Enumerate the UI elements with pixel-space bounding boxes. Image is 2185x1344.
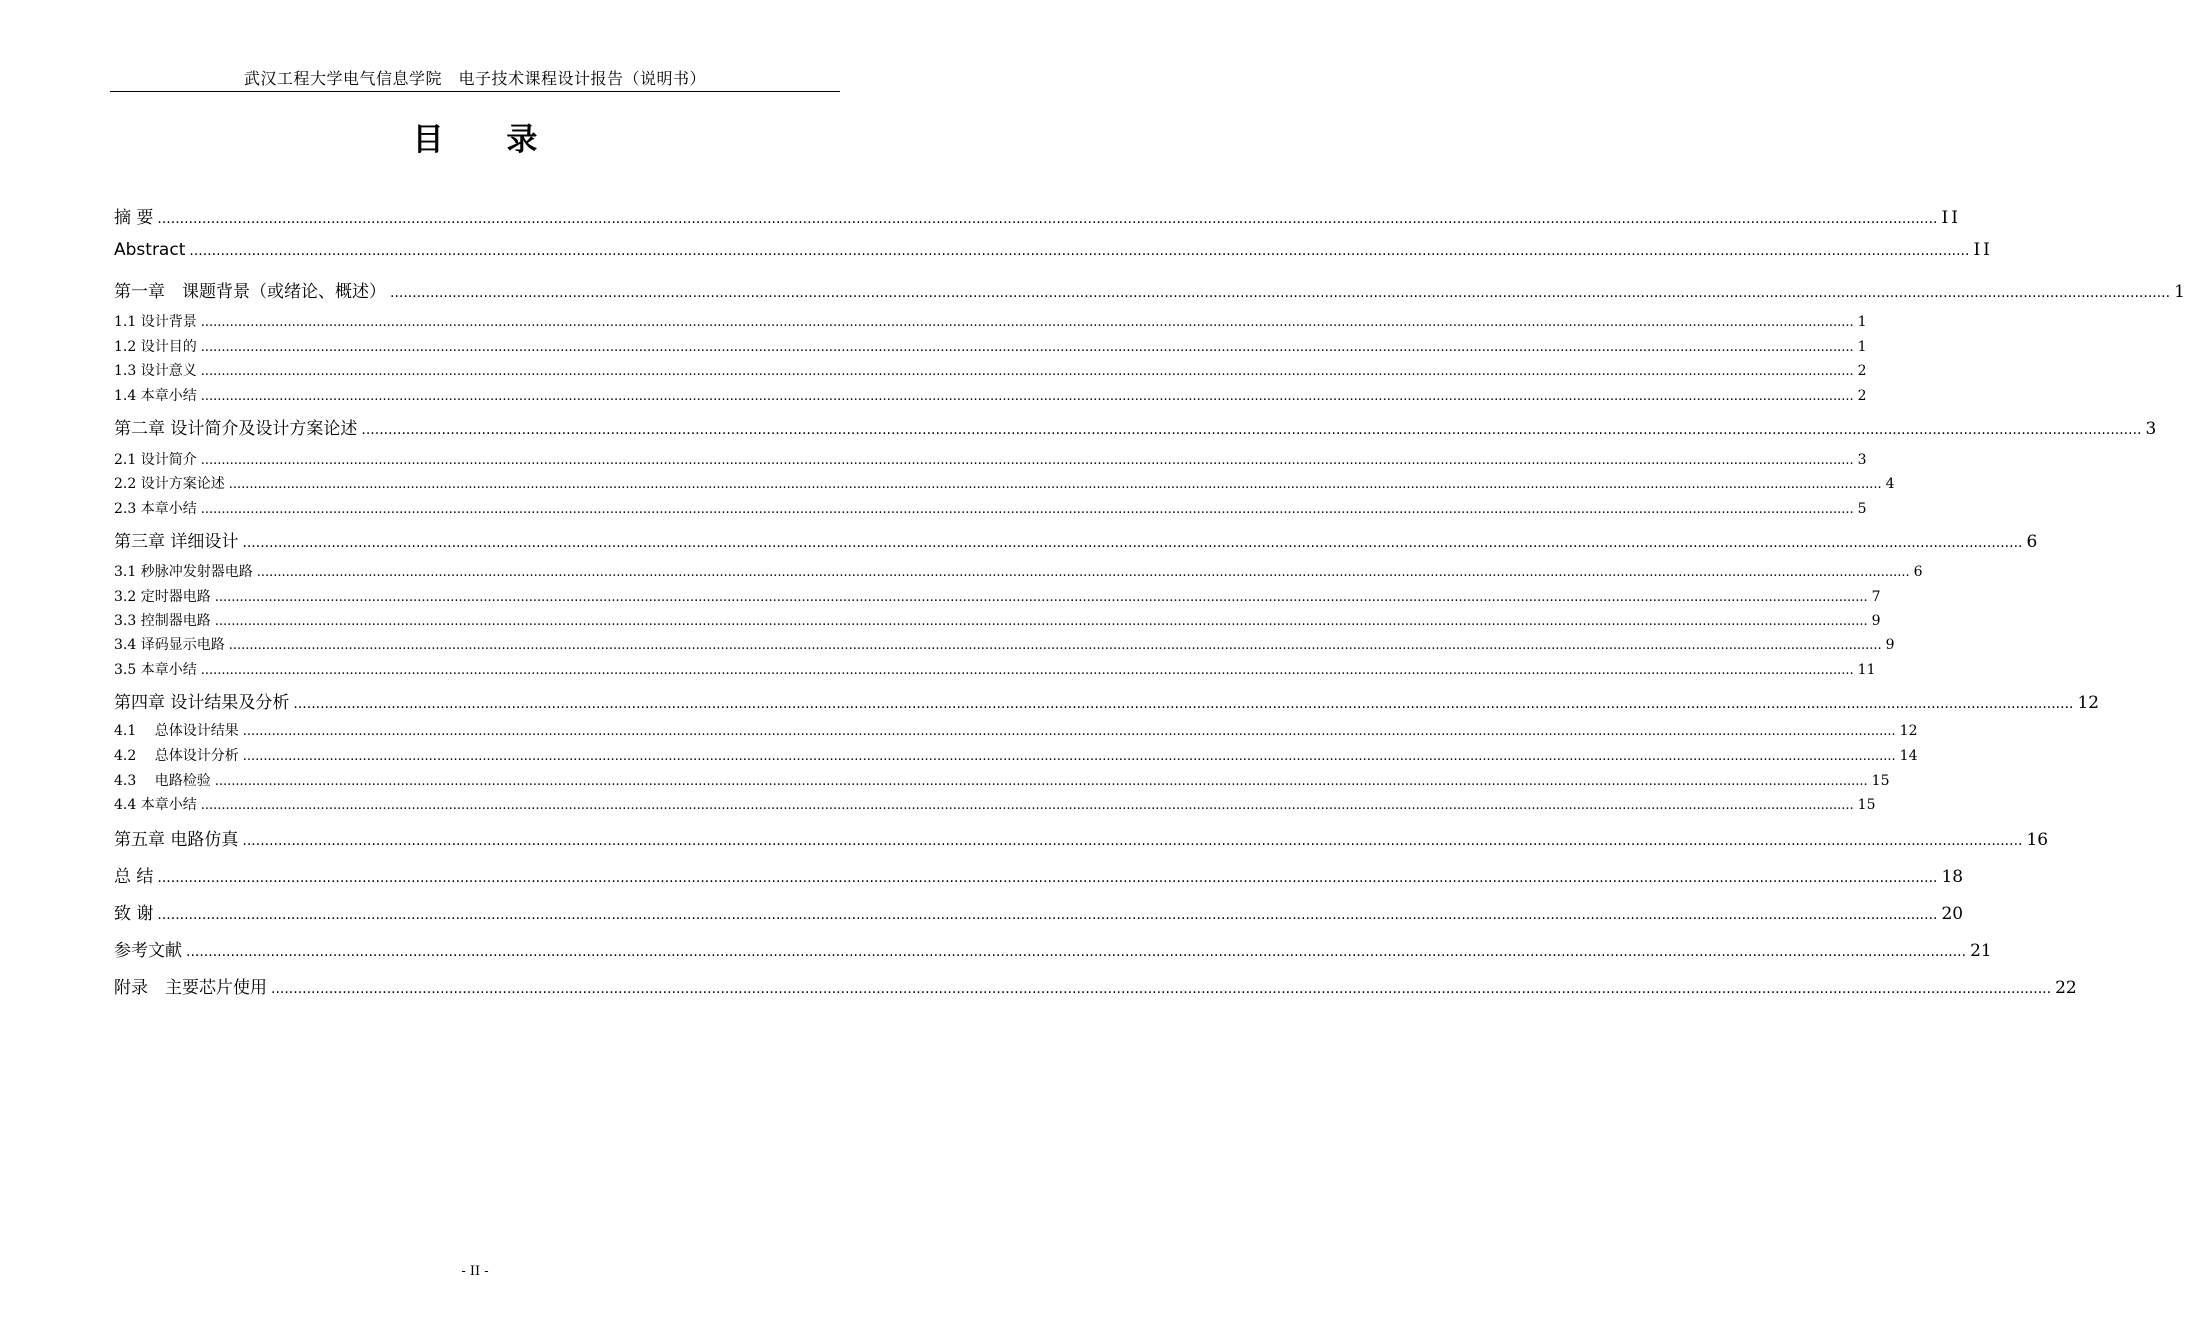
dot-leader: ................................................................................................................................................................................................................................................................................................................................................................................................................ (293, 696, 2074, 712)
dot-leader: ................................................................................................................................................................................................................................................................................................................................................................................................................ (228, 638, 1882, 653)
toc-entry-label: 摘 要 (114, 208, 154, 228)
toc-entry-label: 第一章 课题背景（或绪论、概述） (114, 282, 386, 302)
toc-entry-page-number: 21 (1970, 941, 1992, 961)
toc-entry-label: 3.5 本章小结 (114, 662, 197, 678)
toc-entry-label: 2.3 本章小结 (114, 501, 197, 517)
running-header: 武汉工程大学电气信息学院 电子技术课程设计报告（说明书） (243, 69, 706, 88)
toc-entry-label: 1.2 设计目的 (114, 339, 197, 355)
toc-entry-section[interactable] (114, 770, 1890, 790)
toc-entry-label: 3.2 定时器电路 (114, 589, 211, 605)
toc-entry-label: 1.4 本章小结 (114, 388, 197, 404)
dot-leader: ................................................................................................................................................................................................................................................................................................................................................................................................................ (271, 981, 2052, 997)
dot-leader: ................................................................................................................................................................................................................................................................................................................................................................................................................ (242, 724, 1896, 739)
toc-entry-label: 4.4 本章小结 (114, 797, 197, 813)
dot-leader: ................................................................................................................................................................................................................................................................................................................................................................................................................ (242, 749, 1896, 764)
dot-leader: ................................................................................................................................................................................................................................................................................................................................................................................................................ (157, 211, 1938, 227)
toc-entry-section[interactable] (114, 610, 1881, 630)
toc-entry-page-number: 18 (1941, 867, 1964, 887)
dot-leader: ................................................................................................................................................................................................................................................................................................................................................................................................................ (189, 243, 1970, 259)
toc-entry-page-number: 1 (1857, 314, 1867, 330)
toc-entry-label: 3.4 译码显示电路 (114, 637, 225, 653)
toc-entry-page-number: 4 (1885, 476, 1895, 492)
dot-leader: ................................................................................................................................................................................................................................................................................................................................................................................................................ (200, 389, 1854, 404)
toc-entry-section[interactable] (114, 659, 1876, 679)
toc-entry-label: 1.3 设计意义 (114, 363, 197, 379)
toc-entry-chapter[interactable] (114, 414, 2157, 439)
dot-leader: ................................................................................................................................................................................................................................................................................................................................................................................................................ (256, 565, 1910, 580)
toc-entry-section[interactable] (114, 385, 1867, 405)
toc-entry-section[interactable] (114, 561, 1923, 581)
toc-entry-page-number: 14 (1899, 748, 1918, 764)
toc-entry-label: 总 结 (114, 867, 154, 887)
toc-entry-chapter[interactable] (114, 862, 1964, 887)
toc-entry-page-number: 6 (2026, 532, 2038, 552)
dot-leader: ................................................................................................................................................................................................................................................................................................................................................................................................................ (200, 663, 1854, 678)
toc-entry-label: 致 谢 (114, 904, 154, 924)
toc-entry-chapter[interactable] (114, 936, 1992, 961)
toc-entry-label: 参考文献 (114, 941, 182, 961)
toc-entry-section[interactable] (114, 498, 1867, 518)
toc-entry-section[interactable] (114, 311, 1867, 331)
toc-entry-label: 附录 主要芯片使用 (114, 978, 267, 998)
toc-entry-section[interactable] (114, 360, 1867, 380)
toc-entry-label: 第五章 电路仿真 (114, 830, 239, 850)
dot-leader: ................................................................................................................................................................................................................................................................................................................................................................................................................ (361, 422, 2142, 438)
toc-entry-chapter[interactable] (114, 527, 2038, 552)
toc-entry-page-number: 20 (1941, 904, 1964, 924)
toc-entry-chapter[interactable] (114, 899, 1964, 924)
toc-entry-chapter[interactable] (114, 203, 1961, 228)
dot-leader: ................................................................................................................................................................................................................................................................................................................................................................................................................ (157, 870, 1938, 886)
page-number: - II - (461, 1264, 489, 1279)
toc-entry-label: 2.2 设计方案论述 (114, 476, 225, 492)
dot-leader: ................................................................................................................................................................................................................................................................................................................................................................................................................ (228, 477, 1882, 492)
dot-leader: ................................................................................................................................................................................................................................................................................................................................................................................................................ (214, 774, 1868, 789)
toc-entry-section[interactable] (114, 449, 1867, 469)
header-rule (110, 91, 840, 92)
toc-entry-label: Abstract (114, 240, 186, 260)
toc-entry-page-number: 22 (2055, 978, 2077, 998)
toc-entry-page-number: 3 (2145, 419, 2157, 439)
toc-entry-page-number: II (1941, 208, 1961, 228)
toc-entry-page-number: 16 (2026, 830, 2049, 850)
toc-entry-chapter[interactable] (114, 277, 2185, 302)
toc-entry-page-number: 12 (1899, 723, 1918, 739)
toc-entry-page-number: 9 (1885, 637, 1895, 653)
toc-entry-label: 4.3 电路检验 (114, 773, 211, 789)
dot-leader: ................................................................................................................................................................................................................................................................................................................................................................................................................ (200, 340, 1854, 355)
toc-entry-page-number: 15 (1871, 773, 1890, 789)
toc-entry-page-number: 5 (1857, 501, 1867, 517)
toc-entry-page-number: 1 (1857, 339, 1867, 355)
dot-leader: ................................................................................................................................................................................................................................................................................................................................................................................................................ (214, 590, 1868, 605)
toc-entry-section[interactable] (114, 720, 1918, 740)
dot-leader: ................................................................................................................................................................................................................................................................................................................................................................................................................ (200, 502, 1854, 517)
toc-entry-label: 第三章 详细设计 (114, 532, 239, 552)
toc-entry-label: 第四章 设计结果及分析 (114, 693, 290, 713)
toc-entry-section[interactable] (114, 745, 1918, 765)
toc-entry-page-number: 3 (1857, 452, 1867, 468)
dot-leader: ................................................................................................................................................................................................................................................................................................................................................................................................................ (157, 907, 1938, 923)
dot-leader: ................................................................................................................................................................................................................................................................................................................................................................................................................ (242, 833, 2023, 849)
toc-entry-section[interactable] (114, 336, 1867, 356)
dot-leader: ................................................................................................................................................................................................................................................................................................................................................................................................................ (214, 614, 1868, 629)
toc-entry-chapter[interactable] (114, 825, 2049, 850)
toc-entry-label: 第二章 设计简介及设计方案论述 (114, 419, 358, 439)
toc-entry-section[interactable] (114, 794, 1876, 814)
toc-entry-chapter[interactable] (114, 688, 2100, 713)
toc-entry-page-number: 11 (1857, 662, 1876, 678)
page-title: 目 录 (412, 122, 564, 158)
toc-entry-section[interactable] (114, 634, 1895, 654)
dot-leader: ................................................................................................................................................................................................................................................................................................................................................................................................................ (200, 798, 1854, 813)
toc-entry-page-number: 6 (1913, 564, 1923, 580)
toc-entry-page-number: 2 (1857, 363, 1867, 379)
toc-entry-page-number: 2 (1857, 388, 1867, 404)
toc-entry-page-number: 7 (1871, 589, 1881, 605)
dot-leader: ................................................................................................................................................................................................................................................................................................................................................................................................................ (186, 944, 1967, 960)
dot-leader: ................................................................................................................................................................................................................................................................................................................................................................................................................ (200, 453, 1854, 468)
toc-entry-section[interactable] (114, 473, 1895, 493)
toc-entry-page-number: 9 (1871, 613, 1881, 629)
toc-entry-chapter[interactable] (114, 973, 2077, 998)
toc-entry-page-number: 15 (1857, 797, 1876, 813)
dot-leader: ................................................................................................................................................................................................................................................................................................................................................................................................................ (200, 364, 1854, 379)
dot-leader: ................................................................................................................................................................................................................................................................................................................................................................................................................ (200, 315, 1854, 330)
dot-leader: ................................................................................................................................................................................................................................................................................................................................................................................................................ (390, 285, 2171, 301)
toc-entry-page-number: 1 (2174, 282, 2185, 302)
toc-entry-label: 3.1 秒脉冲发射器电路 (114, 564, 253, 580)
toc-entry-section[interactable] (114, 586, 1881, 606)
toc-entry-chapter[interactable] (114, 240, 1993, 260)
toc-entry-label: 2.1 设计简介 (114, 452, 197, 468)
toc-entry-label: 3.3 控制器电路 (114, 613, 211, 629)
toc-entry-label: 1.1 设计背景 (114, 314, 197, 330)
toc-entry-label: 4.2 总体设计分析 (114, 748, 239, 764)
dot-leader: ................................................................................................................................................................................................................................................................................................................................................................................................................ (242, 535, 2023, 551)
toc-entry-label: 4.1 总体设计结果 (114, 723, 239, 739)
toc-entry-page-number: II (1973, 240, 1993, 260)
toc-entry-page-number: 12 (2077, 693, 2100, 713)
